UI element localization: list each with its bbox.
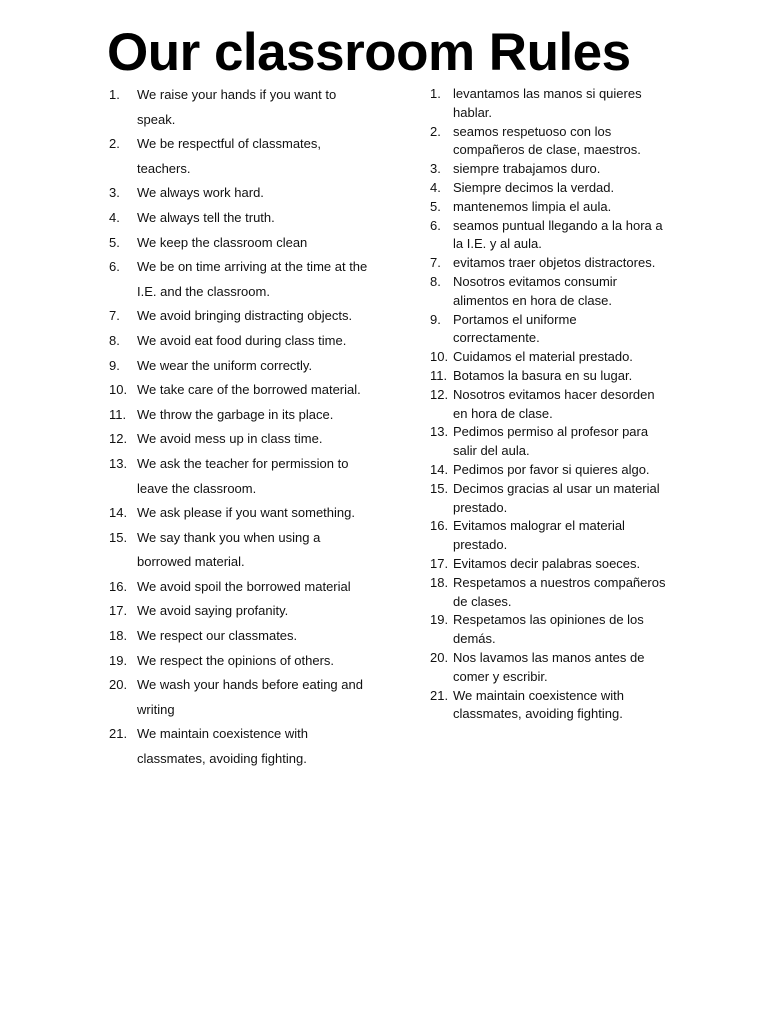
list-item (109, 722, 371, 771)
item-text: Siempre decimos la verdad. (453, 179, 615, 195)
item-number: 19. (109, 652, 128, 668)
rules-list-english (109, 83, 371, 772)
item-number: 17. (430, 555, 449, 571)
list-item (109, 599, 371, 624)
list-item (109, 452, 371, 501)
item-text: We raise your hands if you want to speak. (137, 87, 337, 127)
item-number: 15. (109, 529, 128, 545)
item-text: We wear the uniform correctly. (137, 357, 313, 373)
list-item (109, 403, 371, 428)
list-item (430, 348, 666, 367)
item-number: 11. (109, 406, 127, 422)
list-item (109, 624, 371, 649)
list-item (109, 255, 371, 304)
item-text: We be respectful of classmates, teachers. (137, 136, 322, 176)
item-text: We avoid bringing distracting objects. (137, 308, 353, 324)
item-text: We ask please if you want something. (137, 505, 355, 521)
item-number: 18. (109, 628, 128, 644)
list-item (109, 673, 371, 722)
item-text: evitamos traer objetos distractores. (453, 255, 656, 271)
item-number: 13. (109, 455, 128, 471)
item-text: We always work hard. (137, 185, 264, 201)
list-item (430, 254, 666, 273)
item-text: Evitamos malograr el material prestado. (453, 518, 625, 553)
list-item (430, 386, 666, 424)
rules-list-spanish (430, 85, 666, 724)
list-item (430, 198, 666, 217)
item-number: 21. (430, 687, 449, 703)
item-number: 4. (430, 179, 441, 195)
item-number: 6. (430, 217, 441, 233)
item-text: We respect our classmates. (137, 628, 298, 644)
item-number: 1. (109, 87, 120, 102)
list-item (109, 526, 371, 575)
list-item (430, 217, 666, 255)
list-item (109, 132, 371, 181)
item-text: Nosotros evitamos hacer desorden en hora de clase. (453, 386, 655, 421)
item-text: We avoid spoil the borrowed material (137, 578, 351, 594)
item-number: 10. (109, 382, 128, 398)
list-item (430, 311, 666, 349)
item-text: Pedimos por favor si quieres algo. (453, 461, 650, 477)
item-text: We wash your hands before eating and writing (137, 677, 363, 717)
item-text: siempre trabajamos duro. (453, 161, 601, 177)
item-number: 18. (430, 574, 449, 590)
item-number: 15. (430, 480, 449, 496)
item-text: Portamos el uniforme correctamente. (453, 311, 577, 346)
item-text: Nosotros evitamos consumir alimentos en hora de clase. (453, 273, 617, 308)
item-number: 13. (430, 424, 449, 440)
item-number: 11. (430, 367, 448, 383)
item-number: 9. (109, 357, 120, 373)
item-number: 3. (109, 185, 120, 201)
list-item (109, 206, 371, 231)
item-text: Decimos gracias al usar un material prestado. (453, 480, 660, 515)
item-number: 14. (430, 461, 449, 477)
item-text: We avoid eat food during class time. (137, 332, 347, 348)
item-text: seamos respetuoso con los compañeros de clase, maestros. (453, 123, 641, 158)
item-text: Botamos la basura en su lugar. (453, 367, 633, 383)
item-text: levantamos las manos si quieres hablar. (453, 86, 642, 120)
item-text: Evitamos decir palabras soeces. (453, 555, 641, 571)
list-item (430, 517, 666, 555)
item-text: We avoid mess up in class time. (137, 431, 323, 447)
item-text: We respect the opinions of others. (137, 652, 335, 668)
item-number: 20. (430, 649, 449, 665)
list-item (109, 83, 371, 132)
item-text: We be on time arriving at the time at the I.E. and the classroom. (137, 259, 368, 299)
item-number: 2. (109, 136, 120, 152)
item-number: 16. (109, 578, 128, 594)
list-item (430, 160, 666, 179)
list-item (430, 687, 666, 725)
item-text: We avoid saying profanity. (137, 603, 289, 619)
item-text: We take care of the borrowed material. (137, 382, 361, 398)
list-item (430, 85, 666, 123)
list-item (109, 354, 371, 379)
list-item (109, 378, 371, 403)
item-text: We maintain coexistence with classmates, avoiding fighting. (453, 687, 625, 722)
item-number: 2. (430, 123, 441, 139)
list-item (430, 574, 666, 612)
list-item (109, 231, 371, 256)
list-item (430, 461, 666, 480)
item-text: We keep the classroom clean (137, 234, 308, 250)
list-item (430, 480, 666, 518)
item-text: Nos lavamos las manos antes de comer y escribir. (453, 649, 645, 684)
list-item (430, 611, 666, 649)
item-text: Respetamos las opiniones de los demás. (453, 612, 644, 647)
item-text: We say thank you when using a borrowed material. (137, 529, 321, 570)
item-text: We ask the teacher for permission to leave the classroom. (137, 455, 349, 496)
item-number: 7. (430, 255, 441, 271)
item-number: 12. (109, 431, 128, 447)
item-text: We throw the garbage in its place. (137, 406, 334, 422)
item-number: 12. (430, 386, 449, 402)
item-text: seamos puntual llegando a la hora a la I.E. y al aula. (453, 217, 663, 252)
item-number: 19. (430, 612, 449, 628)
item-number: 9. (430, 311, 441, 327)
item-number: 4. (109, 209, 120, 225)
list-item (109, 427, 371, 452)
item-number: 8. (109, 332, 120, 348)
item-number: 5. (109, 234, 120, 250)
item-text: Pedimos permiso al profesor para salir del aula. (453, 424, 649, 459)
item-number: 6. (109, 259, 120, 275)
item-number: 20. (109, 677, 128, 693)
item-text: We maintain coexistence with classmates, avoiding fighting. (137, 726, 309, 767)
list-item (109, 649, 371, 674)
list-item (109, 575, 371, 600)
item-number: 14. (109, 505, 128, 521)
item-text: Cuidamos el material prestado. (453, 349, 633, 365)
list-item (109, 304, 371, 329)
list-item (430, 123, 666, 161)
item-number: 8. (430, 273, 441, 289)
list-item (430, 423, 666, 461)
item-text: mantenemos limpia el aula. (453, 198, 612, 214)
page-title: Our classroom Rules (107, 23, 631, 82)
list-item (109, 501, 371, 526)
item-number: 10. (430, 349, 449, 365)
item-number: 17. (109, 603, 128, 619)
list-item (430, 649, 666, 687)
item-text: Respetamos a nuestros compañeros de clases. (453, 574, 666, 609)
list-item (430, 179, 666, 198)
item-number: 5. (430, 198, 441, 214)
item-text: We always tell the truth. (137, 209, 275, 225)
item-number: 21. (109, 726, 128, 742)
item-number: 3. (430, 161, 441, 177)
item-number: 1. (430, 86, 441, 101)
item-number: 7. (109, 308, 120, 324)
list-item (430, 555, 666, 574)
list-item (109, 181, 371, 206)
list-item (109, 329, 371, 354)
item-number: 16. (430, 518, 449, 534)
list-item (430, 273, 666, 311)
list-item (430, 367, 666, 386)
